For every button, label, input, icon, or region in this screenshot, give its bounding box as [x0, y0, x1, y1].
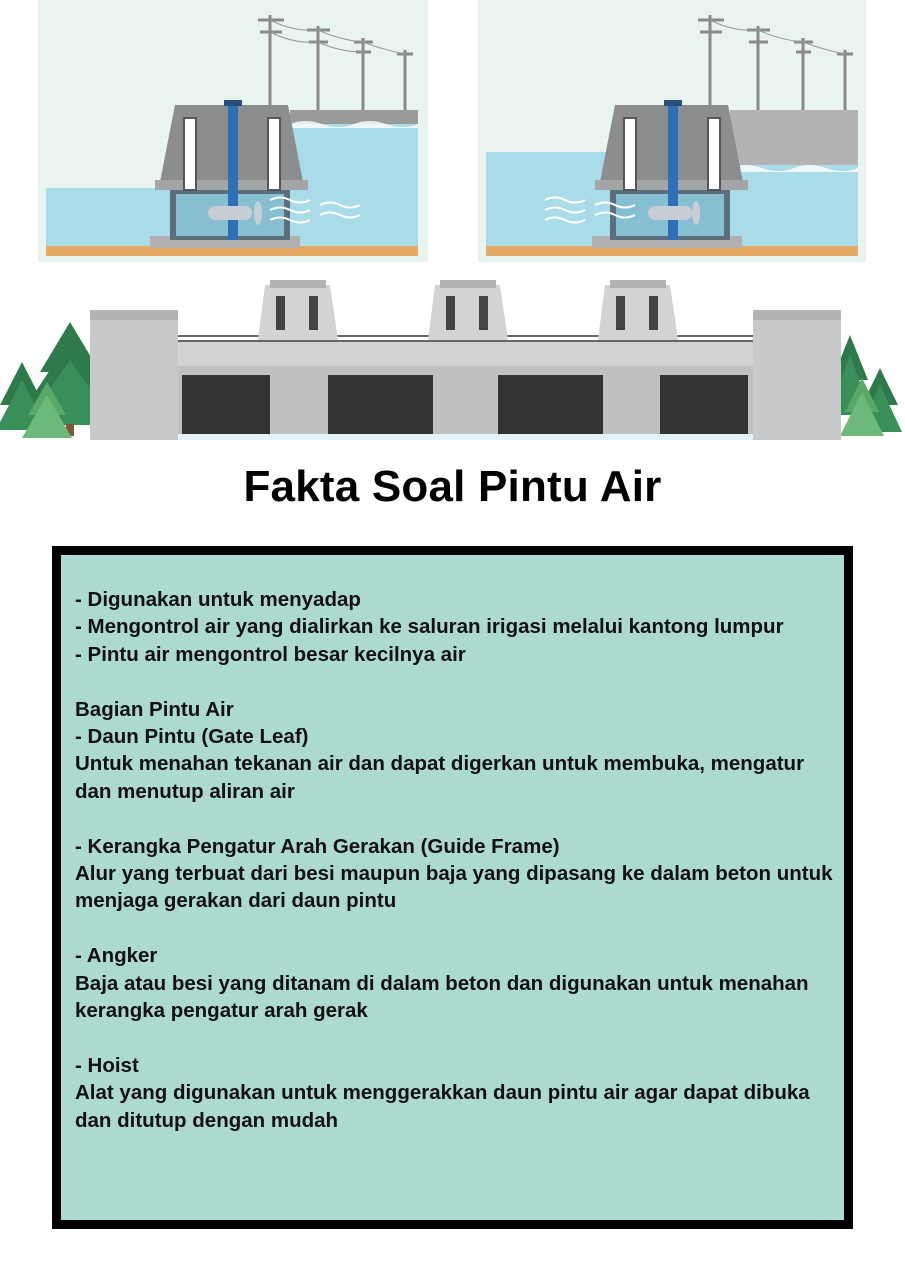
facts-box	[52, 546, 853, 1229]
illustration	[0, 0, 905, 450]
section-heading: Bagian Pintu Air	[75, 697, 234, 721]
sluice-gate-right-icon	[478, 0, 866, 262]
dam-front-icon	[0, 280, 902, 440]
sluice-gate-left-icon	[38, 0, 428, 262]
part-description: Untuk menahan tekanan air dan dapat digerkan untuk membuka, mengatur dan menutup aliran air	[75, 752, 805, 803]
part-description: Alat yang digunakan untuk menggerakkan daun pintu air agar dapat dibuka dan ditutup dengan mudah	[75, 1081, 810, 1132]
intro-line: - Digunakan untuk menyadap	[75, 588, 361, 611]
part-name: - Hoist	[75, 1053, 139, 1077]
intro-line: - Pintu air mengontrol besar kecilnya air	[75, 642, 466, 666]
facts-content	[75, 586, 836, 1134]
part-name: - Angker	[75, 944, 158, 968]
part-description: Alur yang terbuat dari besi maupun baja yang dipasang ke dalam beton untuk menjaga gerakan dari daun pintu	[75, 862, 833, 913]
part-name: - Daun Pintu (Gate Leaf)	[75, 725, 309, 749]
page-title: Fakta Soal Pintu Air	[243, 462, 662, 511]
part-name: - Kerangka Pengatur Arah Gerakan (Guide Frame)	[75, 834, 560, 858]
part-description: Baja atau besi yang ditanam di dalam beton dan digunakan untuk menahan kerangka pengatur arah gerak	[75, 971, 809, 1023]
intro-line: - Mengontrol air yang dialirkan ke saluran irigasi melalui kantong lumpur	[75, 615, 784, 639]
